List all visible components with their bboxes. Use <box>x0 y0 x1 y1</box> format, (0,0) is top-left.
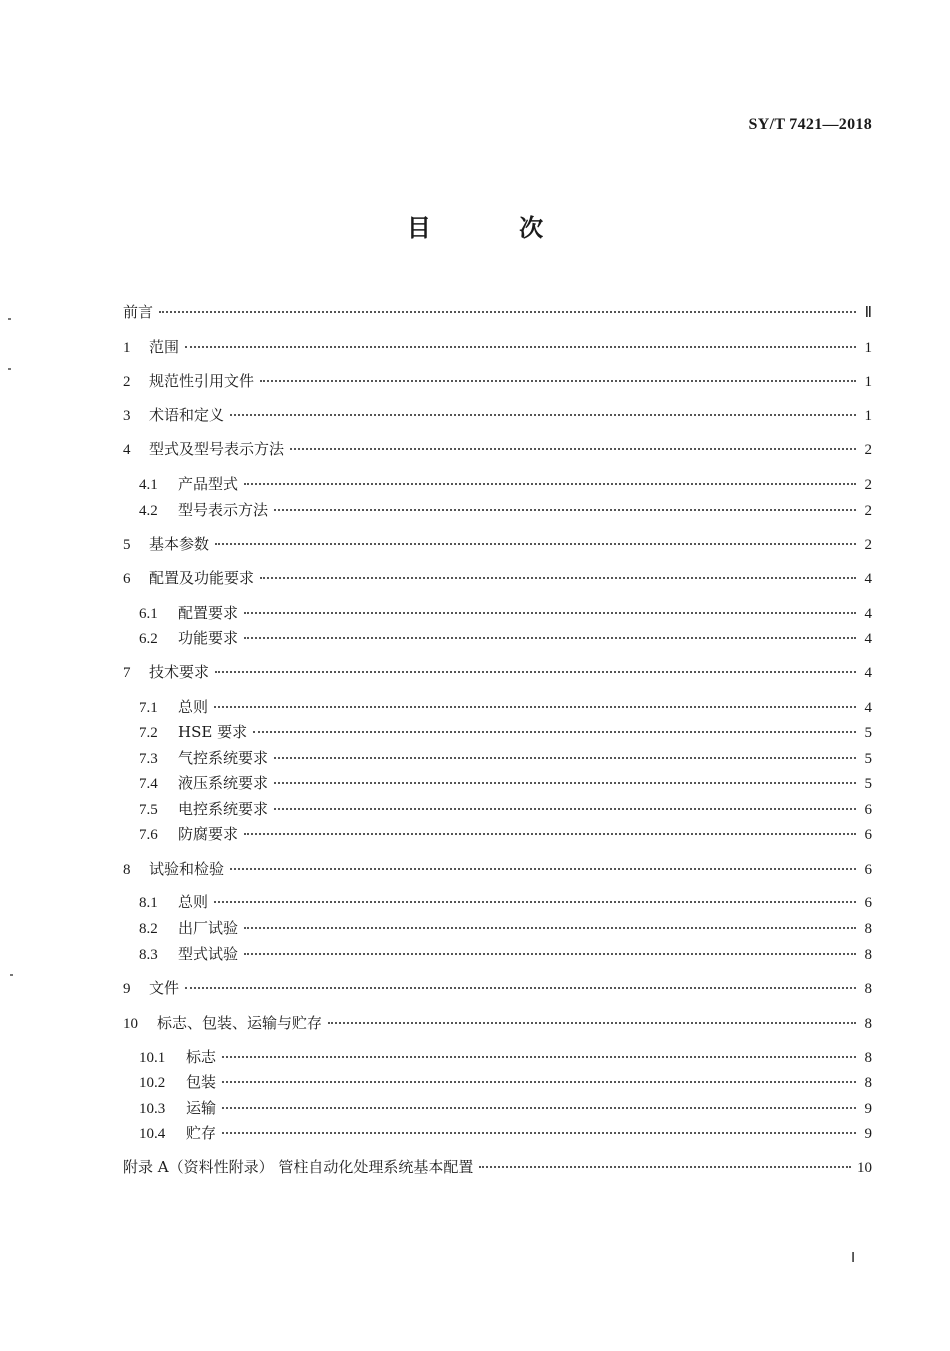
toc-entry-label: 出厂试验 <box>178 919 239 937</box>
toc-entry-page: 2 <box>864 477 872 493</box>
toc-entry-number: 8.3 <box>139 947 158 963</box>
toc-subentry[interactable] <box>139 1097 872 1119</box>
toc-entry-number: 10 <box>123 1016 138 1032</box>
toc-entry-number: 7.5 <box>139 802 158 818</box>
toc-leader-dots <box>215 542 856 545</box>
toc-entry-number: 10.2 <box>139 1075 166 1091</box>
toc-entry-number: 8.2 <box>139 921 158 937</box>
toc-subentry[interactable] <box>139 721 872 743</box>
toc-entry-label: HSE 要求 <box>178 723 248 741</box>
toc-entry-number: 10.4 <box>139 1126 166 1142</box>
toc-entry-page: 6 <box>864 802 872 818</box>
toc-subentry[interactable] <box>139 1122 872 1144</box>
toc-leader-dots <box>244 611 856 614</box>
toc-subentry[interactable] <box>139 943 872 965</box>
toc-leader-dots <box>222 1106 856 1109</box>
toc-entry-page: 2 <box>864 442 872 458</box>
toc-entry-label: 运输 <box>186 1099 217 1117</box>
toc-entry-page: 1 <box>864 374 872 390</box>
toc-entry-number: 10.3 <box>139 1101 166 1117</box>
toc-entry-number: 6.1 <box>139 606 158 622</box>
toc-subentry[interactable] <box>139 1071 872 1093</box>
toc-entry-label: 配置要求 <box>178 604 239 622</box>
toc-entry[interactable] <box>123 858 872 880</box>
toc-subentry[interactable] <box>139 499 872 521</box>
toc-entry-number: 8.1 <box>139 895 158 911</box>
toc-entry-number: 9 <box>123 981 131 997</box>
toc-entry-number: 1 <box>123 340 131 356</box>
toc-entry-page: 4 <box>864 700 872 716</box>
toc-entry-label: 术语和定义 <box>149 406 225 424</box>
toc-entry[interactable] <box>123 336 872 358</box>
toc-subentry[interactable] <box>139 772 872 794</box>
toc-leader-dots <box>159 310 856 313</box>
toc-entry[interactable] <box>123 404 872 426</box>
toc-entry-number: 7 <box>123 665 131 681</box>
doc-code: SY/T 7421—2018 <box>748 116 872 133</box>
toc-entry-page: 9 <box>864 1126 872 1142</box>
toc-leader-dots <box>260 576 856 579</box>
toc-entry-number: 7.3 <box>139 751 158 767</box>
toc-entry-label: 电控系统要求 <box>178 800 269 818</box>
toc-entry-number: 6 <box>123 571 131 587</box>
scan-mark <box>10 974 13 976</box>
toc-leader-dots <box>244 636 856 639</box>
toc-entry[interactable] <box>123 301 872 323</box>
toc-subentry[interactable] <box>139 696 872 718</box>
toc-entry-label: 前言 <box>123 303 154 321</box>
toc-entry[interactable] <box>123 1156 872 1178</box>
scan-mark <box>8 368 11 370</box>
toc-entry-number: 10.1 <box>139 1050 166 1066</box>
toc-leader-dots <box>244 926 856 929</box>
toc-leader-dots <box>222 1080 856 1083</box>
toc-entry-label: 技术要求 <box>149 663 210 681</box>
toc-subentry[interactable] <box>139 798 872 820</box>
toc-entry-page: 5 <box>864 776 872 792</box>
toc-entry-page: 8 <box>864 981 872 997</box>
toc-entry-label: 规范性引用文件 <box>149 372 255 390</box>
toc-leader-dots <box>253 730 856 733</box>
toc-entry-number: 4 <box>123 442 131 458</box>
toc-leader-dots <box>214 900 856 903</box>
toc-leader-dots <box>244 482 856 485</box>
toc-leader-dots <box>274 508 856 511</box>
toc-entry-page: 9 <box>864 1101 872 1117</box>
toc-leader-dots <box>185 986 856 989</box>
toc-entry-page: 5 <box>864 725 872 741</box>
toc-entry-label: 文件 <box>149 979 180 997</box>
toc-entry-page: 10 <box>857 1160 872 1176</box>
toc-leader-dots <box>215 670 856 673</box>
toc-subentry[interactable] <box>139 747 872 769</box>
scan-mark <box>8 318 11 320</box>
toc-leader-dots <box>244 832 856 835</box>
toc-leader-dots <box>260 379 856 382</box>
toc-subentry[interactable] <box>139 891 872 913</box>
toc-leader-dots <box>230 413 856 416</box>
toc-entry-page: 4 <box>864 665 872 681</box>
toc-entry-page: 1 <box>864 340 872 356</box>
toc-entry-page: 1 <box>864 408 872 424</box>
toc-entry-label: 配置及功能要求 <box>149 569 255 587</box>
toc-subentry[interactable] <box>139 917 872 939</box>
toc-entry-page: 2 <box>864 537 872 553</box>
toc-entry-number: 7.2 <box>139 725 158 741</box>
toc-subentry[interactable] <box>139 602 872 624</box>
toc-entry[interactable] <box>123 533 872 555</box>
toc-entry-page: 8 <box>864 1050 872 1066</box>
toc-subentry[interactable] <box>139 473 872 495</box>
toc-leader-dots <box>274 756 856 759</box>
toc-entry-label: 基本参数 <box>149 535 210 553</box>
toc-leader-dots <box>274 807 856 810</box>
toc-entry-page: 6 <box>864 862 872 878</box>
toc-entry-number: 4.2 <box>139 503 158 519</box>
toc-entry-label: 总则 <box>178 893 209 911</box>
toc-entry-page: 4 <box>864 571 872 587</box>
toc-entry[interactable] <box>123 1012 872 1034</box>
toc-entry-label: 防腐要求 <box>178 825 239 843</box>
toc-entry-label: 标志 <box>186 1048 217 1066</box>
toc-entry[interactable] <box>123 370 872 392</box>
toc-entry-page: 4 <box>864 606 872 622</box>
toc-entry-page: 8 <box>864 921 872 937</box>
toc-subentry[interactable] <box>139 1046 872 1068</box>
page-title: 目 次 <box>406 214 584 242</box>
toc-leader-dots <box>214 705 856 708</box>
toc-leader-dots <box>328 1021 856 1024</box>
toc-entry-page: 2 <box>864 503 872 519</box>
toc-entry-label: 附录 A（资料性附录） 管柱自动化处理系统基本配置 <box>123 1158 474 1176</box>
toc-entry-number: 6.2 <box>139 631 158 647</box>
toc-leader-dots <box>244 952 856 955</box>
toc-entry-label: 产品型式 <box>178 475 239 493</box>
page-number: Ⅰ <box>851 1251 856 1266</box>
toc-entry-page: Ⅱ <box>864 305 872 321</box>
toc-entry[interactable] <box>123 977 872 999</box>
toc-entry[interactable] <box>123 438 872 460</box>
toc-entry-label: 贮存 <box>186 1124 217 1142</box>
toc-entry-page: 8 <box>864 1016 872 1032</box>
toc-entry-label: 功能要求 <box>178 629 239 647</box>
toc-leader-dots <box>290 447 856 450</box>
toc-leader-dots <box>230 867 856 870</box>
toc-entry-number: 8 <box>123 862 131 878</box>
toc-entry-label: 标志、包装、运输与贮存 <box>157 1014 323 1032</box>
toc-entry-label: 包装 <box>186 1073 217 1091</box>
toc-leader-dots <box>479 1165 851 1168</box>
toc-entry-label: 试验和检验 <box>149 860 225 878</box>
toc-entry-page: 6 <box>864 827 872 843</box>
toc-entry-label: 总则 <box>178 698 209 716</box>
toc-entry[interactable] <box>123 567 872 589</box>
toc-leader-dots <box>222 1055 856 1058</box>
toc-entry-number: 7.4 <box>139 776 158 792</box>
toc-subentry[interactable] <box>139 823 872 845</box>
toc-entry-number: 2 <box>123 374 131 390</box>
toc-entry-label: 型式及型号表示方法 <box>149 440 285 458</box>
toc-entry-number: 7.1 <box>139 700 158 716</box>
toc-entry-label: 范围 <box>149 338 180 356</box>
toc-entry-number: 3 <box>123 408 131 424</box>
toc-entry-page: 6 <box>864 895 872 911</box>
toc-entry-label: 液压系统要求 <box>178 774 269 792</box>
toc-leader-dots <box>185 345 856 348</box>
toc-entry[interactable] <box>123 661 872 683</box>
toc-entry-page: 8 <box>864 1075 872 1091</box>
toc-leader-dots <box>274 781 856 784</box>
toc-entry-label: 型号表示方法 <box>178 501 269 519</box>
toc-entry-page: 4 <box>864 631 872 647</box>
toc-entry-label: 气控系统要求 <box>178 749 269 767</box>
toc-entry-page: 8 <box>864 947 872 963</box>
toc-leader-dots <box>222 1131 856 1134</box>
toc-entry-number: 7.6 <box>139 827 158 843</box>
toc-entry-number: 4.1 <box>139 477 158 493</box>
toc-entry-number: 5 <box>123 537 131 553</box>
toc-entry-label: 型式试验 <box>178 945 239 963</box>
toc-entry-page: 5 <box>864 751 872 767</box>
toc-subentry[interactable] <box>139 627 872 649</box>
